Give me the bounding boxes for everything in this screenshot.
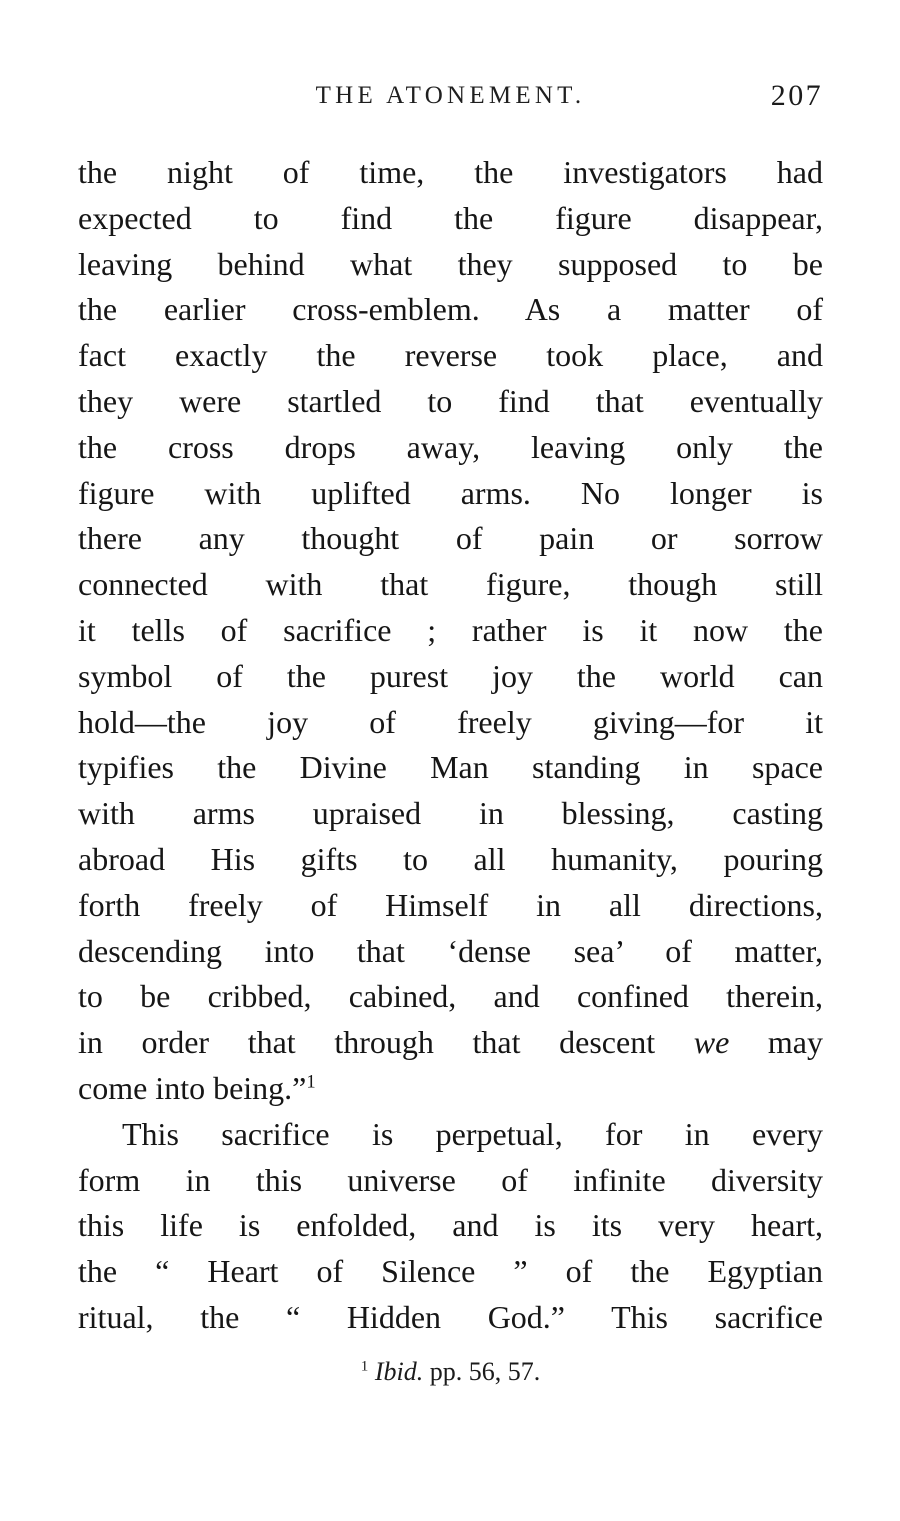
italic-word: we (693, 1024, 730, 1061)
text-line: fact exactly the reverse took place, and (78, 337, 823, 374)
footnote (78, 1355, 823, 1389)
text-line: with arms upraised in blessing, casting (78, 795, 823, 832)
text-line: the “ Heart of Silence ” of the Egyptian (78, 1253, 823, 1290)
text-line: leaving behind what they supposed to be (78, 245, 823, 282)
text-line: to be cribbed, cabined, and confined therein, (78, 978, 823, 1015)
text-line: symbol of the purest joy the world can (78, 657, 823, 694)
text-line: forth freely of Himself in all directions, (78, 886, 823, 923)
text-line: hold—the joy of freely giving—for it (78, 703, 823, 740)
text-line: they were startled to find that eventually (78, 382, 823, 419)
footnote-source: Ibid. (374, 1356, 424, 1386)
text-line: typifies the Divine Man standing in space (78, 749, 823, 786)
text-line: the night of time, the investigators had (78, 154, 823, 190)
text-segment: in order that through that descent (78, 1024, 694, 1061)
page-header (78, 79, 823, 118)
text-line: form in this universe of infinite diversity (78, 1161, 823, 1198)
footnote-marker: 1 (360, 1358, 369, 1375)
text-line: this life is enfolded, and is its very heart, (78, 1207, 823, 1244)
footnote-pages: pp. 56, 57. (423, 1356, 541, 1386)
text-line (78, 1066, 823, 1112)
text-line: there any thought of pain or sorrow (78, 520, 823, 557)
text-line: the cross drops away, leaving only the (78, 428, 823, 465)
text-segment: may (729, 1024, 823, 1061)
page-text (78, 150, 823, 1389)
page-number: 207 (770, 79, 823, 112)
text-line: expected to find the figure disappear, (78, 199, 823, 236)
text-line: connected with that figure, though still (78, 566, 823, 603)
running-title: THE ATONEMENT. (315, 82, 586, 109)
text-segment: come into being.” (78, 1069, 307, 1106)
text-line: figure with uplifted arms. No longer is (78, 474, 823, 511)
text-line: This sacrifice is perpetual, for in every (122, 1115, 823, 1152)
text-line: descending into that ‘dense sea’ of matter, (78, 932, 823, 969)
text-line: abroad His gifts to all humanity, pouring (78, 840, 823, 877)
text-line: ritual, the “ Hidden God.” This sacrifice (78, 1298, 823, 1335)
text-line: it tells of sacrifice ; rather is it now the (78, 611, 823, 648)
text-line (78, 1020, 823, 1066)
footnote-marker: 1 (306, 1071, 316, 1093)
text-line: the earlier cross-emblem. As a matter of (78, 291, 823, 328)
